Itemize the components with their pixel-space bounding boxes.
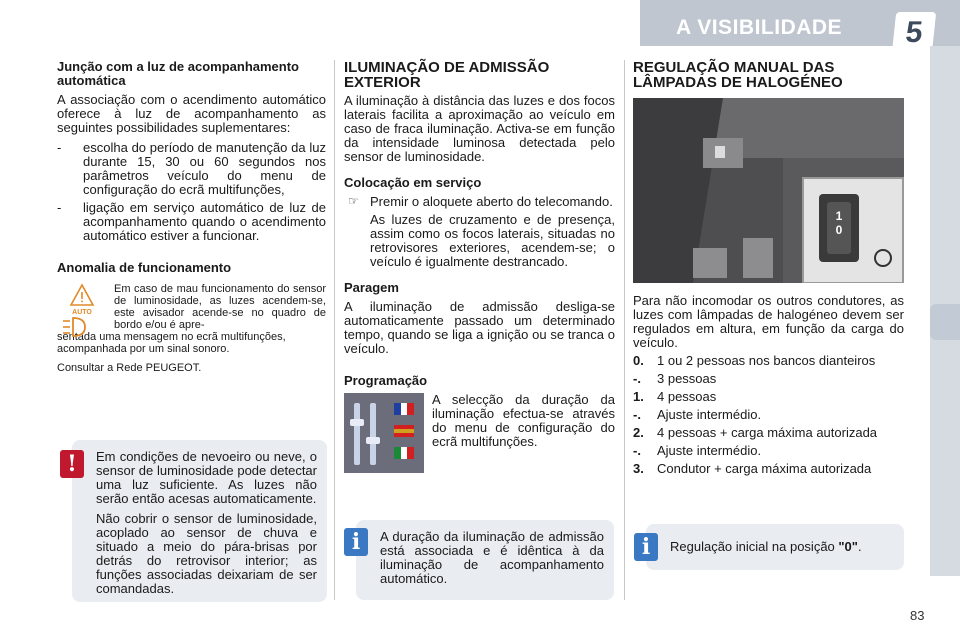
exclamation-icon: !	[60, 450, 84, 478]
info-note-duration	[351, 520, 614, 600]
subheading-programming: Programação	[344, 373, 428, 388]
activation-result: As luzes de cruzamento e de presença, assim como os focos laterais, situadas no retrovisores exteriores, acendem-se; o veículo é igualmente destrancado.	[370, 212, 615, 269]
programming-text: A selecção da duração da iluminação efectua-se através do menu de configuração do ecrã multifunções.	[432, 392, 615, 449]
info-icon: i	[634, 533, 658, 561]
settings-menu-image	[344, 393, 424, 473]
exterior-lighting-intro: A iluminação à distância das luzes e dos focos laterais facilita a aproximação ao veículo em caso de fraca iluminação. Activa-se em função da intensidade luminosa detectada pelo sensor de luminosidade.	[344, 93, 615, 164]
subheading-activation: Colocação em serviço	[344, 175, 482, 190]
section-heading-follow-me: Junção com a luz de acompanhamento automática	[57, 59, 299, 88]
headlamp-intro: Para não incomodar os outros condutores, as luzes com lâmpadas de halogéneo devem ser regulados em altura, em função da carga do veículo.	[633, 293, 904, 350]
warning-note	[67, 440, 327, 602]
warning-note-text-1: Em condições de nevoeiro ou neve, o sensor de luminosidade pode detectar uma luz suficiente. As luzes não serão então acesas automaticamente.	[96, 449, 317, 506]
table-row: 0. 1 ou 2 pessoas nos bancos dianteiros	[633, 353, 876, 368]
follow-me-intro: A associação com o acendimento automático oferece à luz de acompanhamento as seguintes possibilidades suplementares:	[57, 92, 326, 135]
malfunction-block	[57, 283, 326, 375]
list-item: - escolha do período de manutenção da luz durante 15, 30 ou 60 segundos nos parâmetros veículo do menu de configuração do ecrã multifunções,	[57, 141, 326, 197]
programming-block	[344, 393, 615, 477]
warning-note-text-2: Não cobrir o sensor de luminosidade, acoplado ao sensor de chuva e situado a meio do pára-brisas por detrás do retrovisor interior; as funções associadas deixariam de ser comandadas.	[96, 511, 317, 596]
column-middle	[344, 60, 615, 477]
table-row: -. 3 pessoas	[633, 371, 717, 386]
chapter-badge: 5	[892, 12, 936, 54]
svg-text:1: 1	[835, 209, 843, 223]
svg-text:0: 0	[835, 223, 843, 237]
list-item: - ligação em serviço automático de luz de acompanhamento quando o acendimento automático estiver a funcionar.	[57, 201, 326, 243]
list-item: ☞ Premir o aloquete aberto do telecomando.	[344, 195, 615, 209]
table-row: -. Ajuste intermédio.	[633, 443, 762, 458]
table-row: -. Ajuste intermédio.	[633, 407, 762, 422]
info-note-duration-text: A duração da iluminação de admissão está associada e é idêntica à da iluminação de acompanhamento automático.	[380, 529, 604, 586]
page-title: A VISIBILIDADE	[676, 16, 843, 39]
chapter-tab[interactable]	[930, 304, 960, 340]
column-divider	[334, 60, 335, 600]
page-number: 83	[910, 608, 925, 623]
column-divider	[624, 60, 625, 600]
dashboard-photo	[633, 98, 904, 283]
section-title-exterior-lighting: ILUMINAÇÃO DE ADMISSÃO EXTERIOR	[344, 59, 550, 91]
info-note-initial-text: Regulação inicial na posição "0".	[670, 539, 862, 554]
stop-text: A iluminação de admissão desliga-se automaticamente passado um determinado tempo, quando se liga a ignição ou se tranca o veículo.	[344, 299, 615, 356]
activation-steps	[344, 195, 615, 209]
section-title-headlamp-adjust: REGULAÇÃO MANUAL DAS LÂMPADAS DE HALOGÉNEO	[633, 59, 843, 91]
info-icon: i	[344, 528, 368, 556]
auto-label: AUTO	[72, 309, 92, 316]
malfunction-text: Em caso de mau funcionamento do sensor de luminosidade, as luzes acendem-se, este avisador acende-se no quadro de bordo e/ou é apre-	[114, 283, 326, 331]
consult-dealer: Consultar a Rede PEUGEOT.	[57, 362, 202, 374]
subheading-stop: Paragem	[344, 280, 399, 295]
section-heading-malfunction: Anomalia de funcionamento	[57, 260, 232, 275]
column-right	[633, 60, 904, 480]
table-row: 1. 4 pessoas	[633, 389, 717, 404]
malfunction-text-cont: sentada uma mensagem no ecrã multifunções, acompanhada por um sinal sonoro.	[57, 331, 286, 355]
info-note-initial-setting	[641, 524, 904, 570]
table-row: 3. Condutor + carga máxima autorizada	[633, 461, 872, 476]
table-row: 2. 4 pessoas + carga máxima autorizada	[633, 425, 878, 440]
column-left	[57, 60, 326, 375]
auto-lamp-warning-icon	[57, 283, 107, 339]
follow-me-list	[57, 141, 326, 243]
load-settings-table	[633, 354, 904, 480]
chapter-sidebar	[930, 46, 960, 576]
